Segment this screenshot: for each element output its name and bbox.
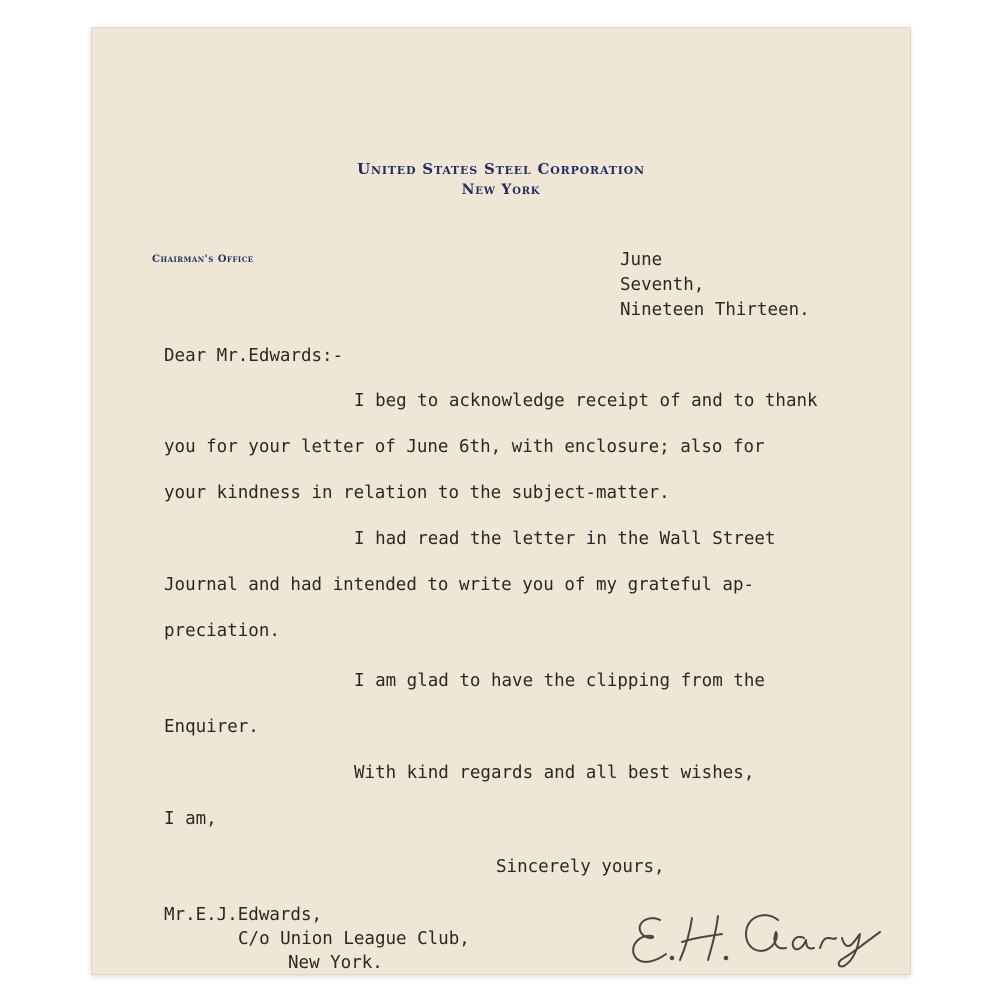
body-line: you for your letter of June 6th, with enclosure; also for bbox=[164, 437, 765, 457]
letter-paper bbox=[92, 28, 910, 974]
body-line: With kind regards and all best wishes, bbox=[354, 763, 755, 783]
body-line: your kindness in relation to the subject-matter. bbox=[164, 483, 670, 503]
body-line: I beg to acknowledge receipt of and to thank bbox=[354, 391, 818, 411]
body-line: Enquirer. bbox=[164, 717, 259, 737]
letterhead-office: Chairman's Office bbox=[152, 254, 254, 265]
date-year: Nineteen Thirteen. bbox=[620, 300, 810, 320]
signature-image bbox=[622, 900, 892, 970]
letterhead-city: New York bbox=[461, 182, 541, 198]
recipient-name: Mr.E.J.Edwards, bbox=[164, 905, 323, 925]
body-line: I am, bbox=[164, 809, 217, 829]
recipient-address: C/o Union League Club, bbox=[238, 929, 470, 949]
recipient-city: New York. bbox=[288, 953, 383, 973]
closing: Sincerely yours, bbox=[496, 857, 665, 877]
body-line: I had read the letter in the Wall Street bbox=[354, 529, 776, 549]
date-month: June bbox=[620, 250, 663, 270]
body-line: preciation. bbox=[164, 621, 280, 641]
body-line: I am glad to have the clipping from the bbox=[354, 671, 765, 691]
salutation: Dear Mr.Edwards:- bbox=[164, 346, 344, 366]
letterhead-company: United States Steel Corporation bbox=[357, 160, 645, 178]
date-day: Seventh, bbox=[620, 275, 705, 295]
body-line: Journal and had intended to write you of my grateful ap- bbox=[164, 575, 755, 595]
